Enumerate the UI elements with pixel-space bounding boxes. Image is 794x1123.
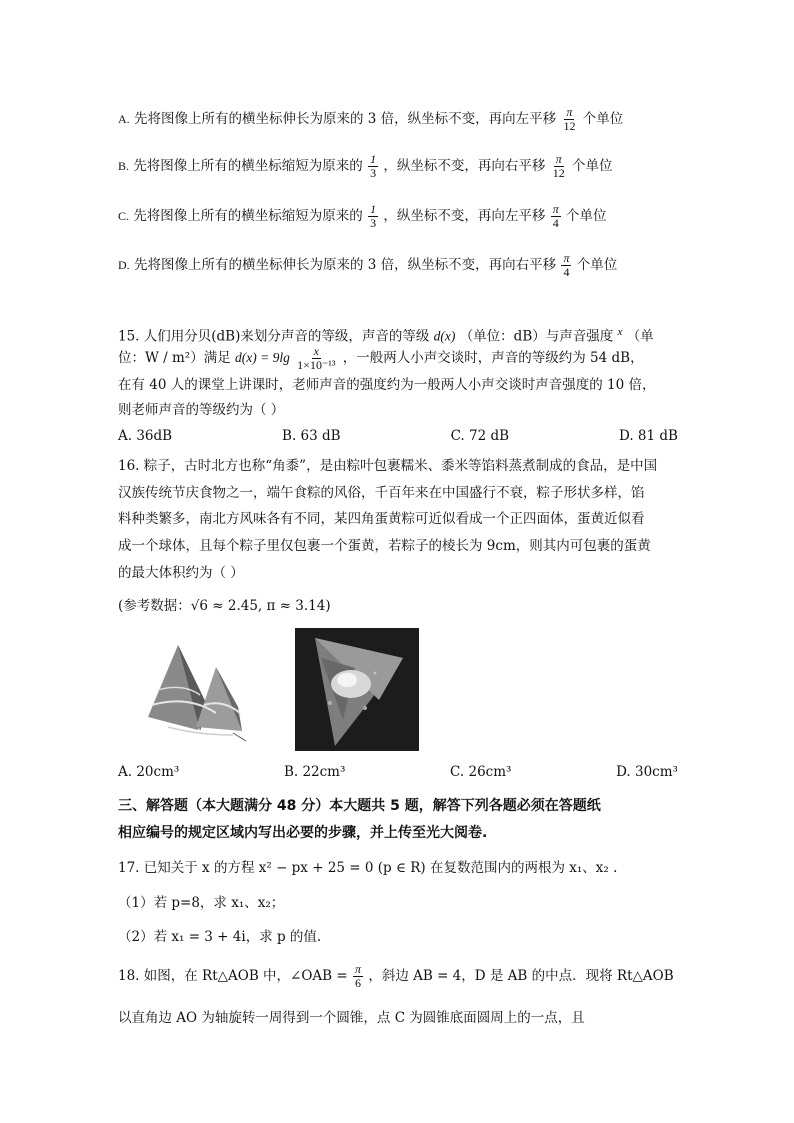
fraction-denominator: 12 (552, 166, 565, 180)
q14-option-a (118, 106, 623, 133)
q15-line-2 (118, 345, 644, 372)
q16-line-4: 成一个球体，且每个粽子里仅包裹一个蛋黄，若粽子的棱长为 9cm，则其内可包裹的蛋黄 (118, 538, 651, 554)
q16-line-1: 16. 粽子，古时北方也称“角黍”，是由粽叶包裹糯米、黍米等馅料蒸煮制成的食品，是中国 (118, 458, 658, 474)
section-3-heading-line-1: 三、解答题（本大题满分 48 分）本大题共 5 题，解答下列各题必须在答题纸 (118, 798, 601, 814)
option-text-end: 个单位 (572, 158, 613, 174)
option-text: 先将图像上所有的横坐标伸长为原来的 3 倍，纵坐标不变，再向右平移 (133, 257, 557, 273)
option-text: 先将图像上所有的横坐标缩短为原来的 (133, 208, 363, 224)
fraction (353, 963, 363, 990)
fraction-numerator: π (563, 251, 570, 265)
text: 位：W / m²）满足 (118, 350, 231, 366)
q16-options (118, 764, 678, 780)
fraction-denominator: 3 (370, 166, 377, 180)
option-text: 先将图像上所有的横坐标伸长为原来的 3 倍，纵坐标不变，再向左平移 (133, 111, 557, 127)
q15-option-a: A. 36dB (118, 428, 173, 444)
option-text-mid: ，纵坐标不变，再向右平移 (383, 158, 546, 174)
option-text-mid: ，纵坐标不变，再向左平移 (383, 208, 546, 224)
q16-option-a: A. 20cm³ (118, 764, 180, 780)
fraction (561, 106, 577, 133)
fraction (368, 203, 378, 230)
fraction-denominator: 4 (552, 216, 559, 230)
fraction-denominator: 3 (370, 216, 377, 230)
q16-option-b: B. 22cm³ (283, 764, 346, 780)
fraction-numerator: x (313, 344, 319, 358)
option-letter: A. (118, 112, 130, 126)
text: （单位：dB）与声音强度 (459, 328, 614, 345)
fraction-numerator: 1 (370, 202, 377, 216)
fraction-denominator: 12 (563, 119, 576, 133)
fraction-denominator: 4 (563, 265, 570, 279)
q15-line-1 (118, 322, 654, 347)
text: ，斜边 AB = 4，D 是 AB 的中点．现将 Rt△AOB (368, 968, 674, 984)
q15-option-b: B. 63 dB (282, 428, 341, 444)
fraction-numerator: π (355, 962, 362, 976)
option-text-end: 个单位 (576, 257, 618, 273)
fraction (561, 252, 571, 279)
math-variable: x (617, 326, 623, 338)
q16-line-5: 的最大体积约为（ ） (118, 565, 244, 581)
q16-line-2: 汉族传统节庆食物之一，端午食粽的风俗，千百年来在中国盛行不衰，粽子形状多样，馅 (118, 485, 645, 501)
option-letter: D. (118, 258, 130, 272)
math-expression: d(x) (433, 328, 456, 344)
q18-line-2: 以直角边 AO 为轴旋转一周得到一个圆锥，点 C 为圆锥底面圆周上的一点，且 (118, 1010, 585, 1026)
q17-part-1: （1）若 p=8，求 x₁、x₂； (118, 895, 285, 911)
option-text-end: 个单位 (566, 208, 607, 224)
q16-line-3: 料种类繁多，南北方风味各有不同，某四角蛋黄粽可近似看成一个正四面体，蛋黄近似看 (118, 511, 645, 527)
section-3-heading-line-2: 相应编号的规定区域内写出必要的步骤，并上传至光大阅卷. (118, 825, 488, 841)
q17-line-1: 17. 已知关于 x 的方程 x² − px + 25 = 0 (p ∈ R) 在复数范围内的两根为 x₁、x₂ . (118, 860, 618, 876)
q18-line-1 (118, 963, 674, 990)
q15-option-d: D. 81 dB (619, 428, 678, 444)
q14-option-d (118, 252, 617, 279)
q17-part-2: （2）若 x₁ = 3 + 4i，求 p 的值. (118, 929, 322, 945)
zongzi-photo-right (295, 628, 419, 751)
q16-option-c: C. 26cm³ (450, 764, 512, 780)
fraction (368, 153, 378, 180)
q16-reference: (参考数据：√6 ≈ 2.45, π ≈ 3.14) (118, 598, 331, 614)
q16-option-d: D. 30cm³ (616, 764, 678, 780)
text: （单 (626, 328, 654, 345)
q15-options (118, 428, 678, 444)
fraction-denominator: 1×10⁻¹³ (297, 358, 336, 372)
text: 15. 人们用分贝(dB)来划分声音的等级，声音的等级 (118, 328, 430, 345)
text: ，一般两人小声交谈时，声音的等级约为 54 dB， (342, 350, 644, 366)
q15-line-4: 则老师声音的等级约为（ ） (118, 402, 285, 418)
q14-option-b (118, 153, 613, 180)
fraction (551, 203, 561, 230)
text: 18. 如图，在 Rt△AOB 中，∠OAB = (118, 968, 348, 984)
math-expression: d(x) = 9lg (235, 350, 290, 365)
fraction-numerator: π (566, 105, 573, 119)
fraction (551, 153, 567, 180)
q15-line-3: 在有 40 人的课堂上讲课时，老师声音的强度约为一般两人小声交谈时声音强度的 10 倍， (118, 377, 656, 393)
option-letter: C. (118, 209, 130, 223)
q15-option-c: C. 72 dB (450, 428, 510, 444)
fraction-numerator: π (555, 152, 562, 166)
fraction (295, 345, 337, 372)
option-text: 先将图像上所有的横坐标缩短为原来的 (133, 158, 363, 174)
q14-option-c (118, 203, 607, 230)
option-letter: B. (118, 159, 130, 173)
fraction-denominator: 6 (355, 976, 362, 990)
option-text-end: 个单位 (582, 111, 624, 127)
fraction-numerator: π (552, 202, 559, 216)
zongzi-photo-left (138, 635, 248, 743)
fraction-numerator: 1 (370, 152, 377, 166)
